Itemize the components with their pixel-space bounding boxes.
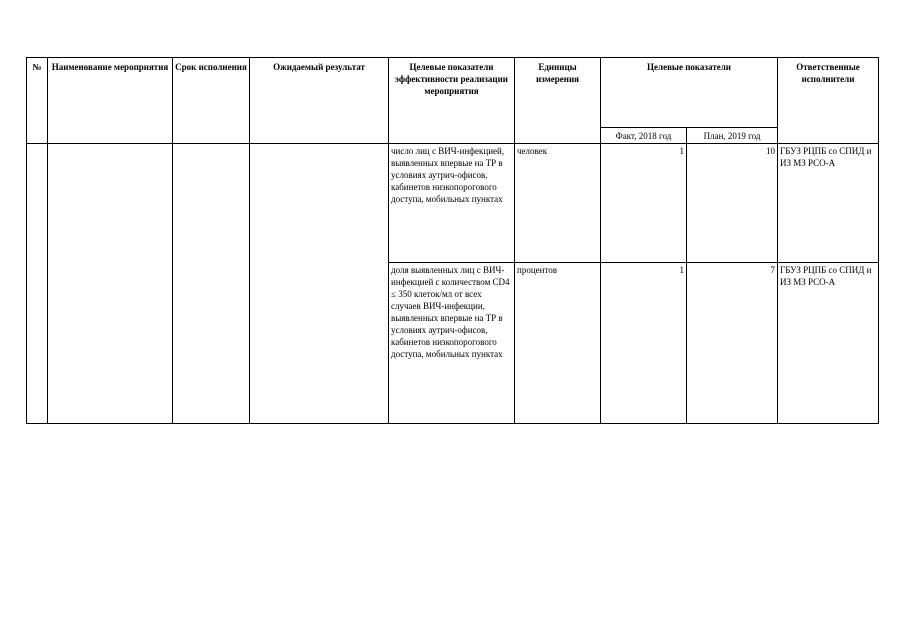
- cell-plan: 7: [687, 263, 778, 424]
- cell-result: [250, 144, 389, 424]
- header-term: Срок исполнения: [173, 58, 250, 144]
- cell-unit: процентов: [515, 263, 601, 424]
- header-row: [27, 58, 879, 128]
- cell-indicator: число лиц с ВИЧ-инфекцией, выявленных впервые на ТР в условиях аутрич-офисов, кабинетов низкопорогового доступа, мобильных пунктах: [389, 144, 515, 263]
- header-result: Ожидаемый результат: [250, 58, 389, 144]
- header-indicators: Целевые показатели эффективности реализации мероприятия: [389, 58, 515, 144]
- cell-responsible: ГБУЗ РЦПБ со СПИД и ИЗ МЗ РСО-А: [778, 144, 879, 263]
- cell-name: [48, 144, 173, 424]
- cell-indicator: доля выявленных лиц с ВИЧ-инфекцией с количеством CD4 ≤ 350 клеток/мл от всех случаев ВИЧ-инфекции, выявленных впервые на ТР в условиях аутрич-офисов, кабинетов низкопорогового доступа, мобильных пунктах: [389, 263, 515, 424]
- header-plan: План, 2019 год: [687, 128, 778, 144]
- cell-no: [27, 144, 48, 424]
- cell-plan: 10: [687, 144, 778, 263]
- plan-table: [26, 57, 879, 424]
- header-no: №: [27, 58, 48, 144]
- cell-fact: 1: [601, 144, 687, 263]
- header-fact: Факт, 2018 год: [601, 128, 687, 144]
- table-row: [27, 144, 879, 263]
- cell-fact: 1: [601, 263, 687, 424]
- header-units: Единицы измерения: [515, 58, 601, 144]
- header-targets: Целевые показатели: [601, 58, 778, 128]
- header-name: Наименование мероприятия: [48, 58, 173, 144]
- header-responsible: Ответственные исполнители: [778, 58, 879, 144]
- cell-term: [173, 144, 250, 424]
- cell-responsible: ГБУЗ РЦПБ со СПИД и ИЗ МЗ РСО-А: [778, 263, 879, 424]
- cell-unit: человек: [515, 144, 601, 263]
